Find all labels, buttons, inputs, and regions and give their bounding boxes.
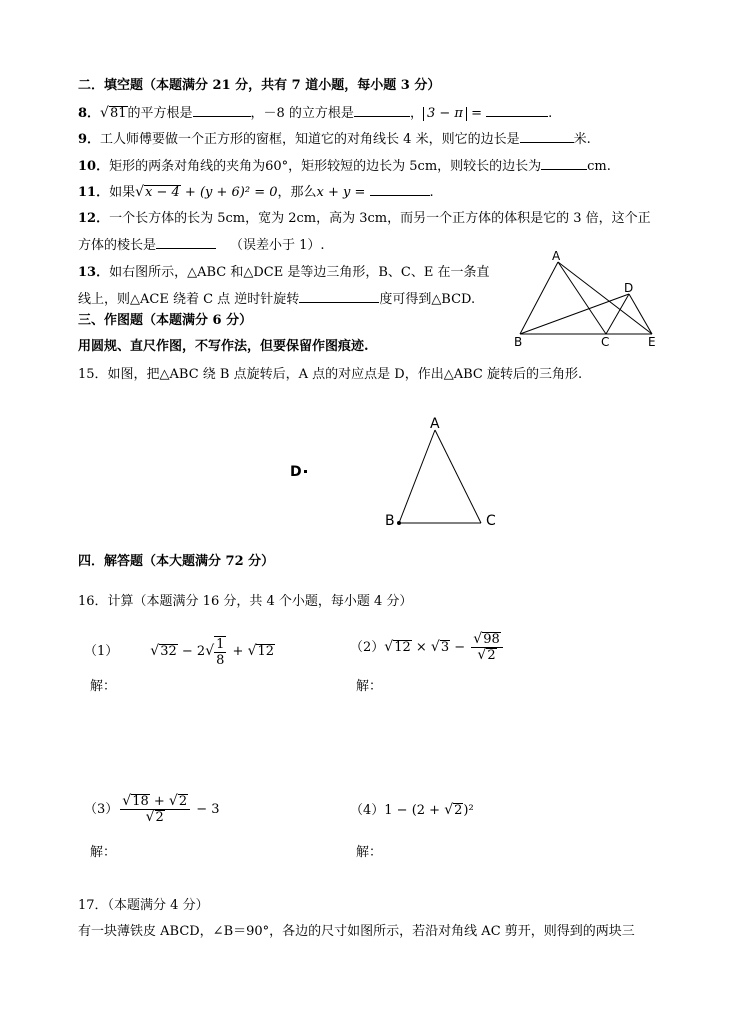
q13-line-2b: 度可得到△BCD. xyxy=(379,292,476,307)
question-17-heading: 17．（本题满分 4 分） xyxy=(78,898,209,913)
label-c: C xyxy=(486,513,496,529)
segment-ab xyxy=(520,262,558,334)
q8-text-2: ，－8 的立方根是 xyxy=(250,106,354,121)
q9-number: 9． xyxy=(78,132,101,147)
p1-radicand-1: 32 xyxy=(160,644,177,659)
q8-number: 8． xyxy=(78,106,101,121)
section-3-instruction: 用圆规、直尺作图，不写作法，但要保留作图痕迹. xyxy=(78,339,369,354)
q16-part-1 xyxy=(84,633,275,670)
q13-blank[interactable] xyxy=(299,290,379,303)
q8-absolute-value: 3 − π xyxy=(423,107,467,121)
p3-fraction xyxy=(120,794,190,825)
part-label: （3） xyxy=(84,802,119,817)
segment-bd xyxy=(520,294,629,334)
part-label: （4） xyxy=(350,803,385,818)
radical-sign: √ xyxy=(430,639,440,655)
p2-numerator: √98 xyxy=(471,632,502,648)
q8-blank-3[interactable] xyxy=(486,104,548,117)
side-ac xyxy=(435,430,481,523)
section-4-heading: 四．解答题（本大题满分 72 分） xyxy=(78,554,275,569)
question-13-line-1 xyxy=(78,264,489,282)
q10-unit: cm. xyxy=(587,159,611,174)
radical-sign: √ xyxy=(384,639,394,655)
q8-blank-2[interactable] xyxy=(354,104,410,117)
question-12-line-2 xyxy=(78,236,325,255)
q8-equals: = xyxy=(466,106,487,121)
p1-numerator: 1 xyxy=(216,636,225,652)
p4-expression-b: )² xyxy=(463,803,474,818)
radical-sign: √ xyxy=(100,105,109,121)
side-ab xyxy=(399,430,435,523)
q12-number: 12． xyxy=(78,211,110,226)
p1-minus: − 2 xyxy=(177,644,206,659)
question-15: 15．如图，把△ABC 绕 B 点旋转后，A 点的对应点是 D，作出△ABC 旋转后的三角形. xyxy=(78,367,583,382)
q16-3-solution-label: 解： xyxy=(90,845,117,860)
q13-number: 13． xyxy=(78,265,110,280)
q12-line-2a: 方体的棱长是 xyxy=(78,238,157,253)
q11-equals: = xyxy=(350,185,370,200)
question-10 xyxy=(78,157,611,176)
q11-expression: + (y + 6)² = 0 xyxy=(180,185,278,200)
question-9 xyxy=(78,130,591,149)
q11-end: . xyxy=(429,185,434,200)
q16-1-solution-label: 解： xyxy=(90,679,117,694)
point-d xyxy=(304,470,307,473)
question-13-line-2 xyxy=(78,290,475,309)
radical-sign: √ xyxy=(247,643,257,659)
part-label: （1） xyxy=(84,644,119,659)
q9-unit: 米. xyxy=(573,132,591,147)
q16-2-solution-label: 解： xyxy=(356,679,383,694)
p2-minus: − xyxy=(450,640,470,655)
section-2-heading: 二．填空题（本题满分 21 分，共有 7 道小题，每小题 3 分） xyxy=(78,78,441,93)
q11-blank[interactable] xyxy=(370,183,430,196)
p2-radicand-2: 3 xyxy=(440,640,450,655)
label-d: D xyxy=(290,464,302,480)
label-e: E xyxy=(648,335,656,348)
q12-line-2b: （误差小于 1）. xyxy=(230,238,325,253)
radical-sign: √ xyxy=(135,184,145,200)
q8-text-1: 的平方根是 xyxy=(127,106,193,121)
part-label: （2） xyxy=(350,640,385,655)
q9-blank[interactable] xyxy=(520,130,574,143)
q16-part-3 xyxy=(84,792,220,828)
q12-blank[interactable] xyxy=(156,236,216,249)
p4-expression-a: 1 − (2 + xyxy=(384,803,445,818)
q10-blank[interactable] xyxy=(541,157,587,170)
label-a: A xyxy=(430,416,440,432)
radical-sign: √ xyxy=(150,643,160,659)
q8-blank-1[interactable] xyxy=(193,104,251,117)
q10-number: 10． xyxy=(78,159,110,174)
radical-sign: √ xyxy=(205,643,215,659)
q8-radicand: 81 xyxy=(109,106,127,121)
q11-pre: 如果 xyxy=(109,185,136,200)
q13-line-1: 如右图所示，△ABC 和△DCE 是等边三角形，B、C、E 在一条直 xyxy=(109,265,490,280)
p2-radicand-1: 12 xyxy=(394,640,411,655)
p1-radicand-2: 12 xyxy=(257,644,275,659)
label-b: B xyxy=(514,335,523,348)
label-d: D xyxy=(624,281,634,295)
p1-denominator: 8 xyxy=(216,652,225,668)
p1-fraction xyxy=(214,636,226,668)
q12-line-1: 一个长方体的长为 5cm，宽为 2cm，高为 3cm，而另一个正方体的体积是它的 3 倍，这个正 xyxy=(109,211,651,226)
p3-denominator: √2 xyxy=(145,809,164,825)
p2-denominator: √2 xyxy=(477,647,496,663)
p2-fraction xyxy=(471,632,502,663)
question-16-heading: 16．计算（本题满分 16 分，共 4 个小题，每小题 4 分） xyxy=(78,594,413,609)
p4-radicand: 2 xyxy=(454,803,463,818)
label-c: C xyxy=(601,335,610,348)
question-17-text: 有一块薄铁皮 ABCD，∠B＝90°，各边的尺寸如图所示，若沿对角线 AC 剪开，则得到的两块三 xyxy=(78,924,635,939)
p3-tail: − 3 xyxy=(192,802,220,817)
q11-radicand: x − 4 xyxy=(145,185,180,200)
q16-part-2 xyxy=(350,629,505,666)
q9-text: 工人师傅要做一个正方形的窗框，知道它的对角线长 4 米，则它的边长是 xyxy=(100,132,520,147)
question-11 xyxy=(78,183,434,202)
segment-ae xyxy=(558,262,652,334)
radical-sign: √ xyxy=(444,802,454,818)
question-8: 8．√81的平方根是 ，－8 的立方根是 ， 3 − π = . xyxy=(78,105,553,121)
section-3-heading: 三、作图题（本题满分 6 分） xyxy=(78,313,253,328)
q10-text: 矩形的两条对角线的夹角为60°，矩形较短的边长为 5cm，则较长的边长为 xyxy=(109,159,542,174)
segment-de xyxy=(629,294,652,334)
p3-numerator: √18 + √2 xyxy=(120,794,190,810)
q11-xy: x + y xyxy=(316,185,351,200)
point-b xyxy=(397,521,401,525)
question-12-line-1 xyxy=(78,210,651,228)
segment-ac xyxy=(558,262,606,334)
q16-part-4 xyxy=(350,800,474,821)
label-b: B xyxy=(385,513,395,529)
q11-text-2: ，那么 xyxy=(277,185,317,200)
p2-times: × xyxy=(411,640,431,655)
q11-number: 11． xyxy=(78,185,110,200)
q16-4-solution-label: 解： xyxy=(356,845,383,860)
q8-end: . xyxy=(548,106,553,121)
figure-q13 xyxy=(508,248,668,348)
figure-q15 xyxy=(285,412,510,537)
p1-plus: + xyxy=(228,644,248,659)
q13-line-2a: 线上，则△ACE 绕着 C 点 逆时针旋转 xyxy=(78,292,300,307)
label-a: A xyxy=(552,249,561,263)
